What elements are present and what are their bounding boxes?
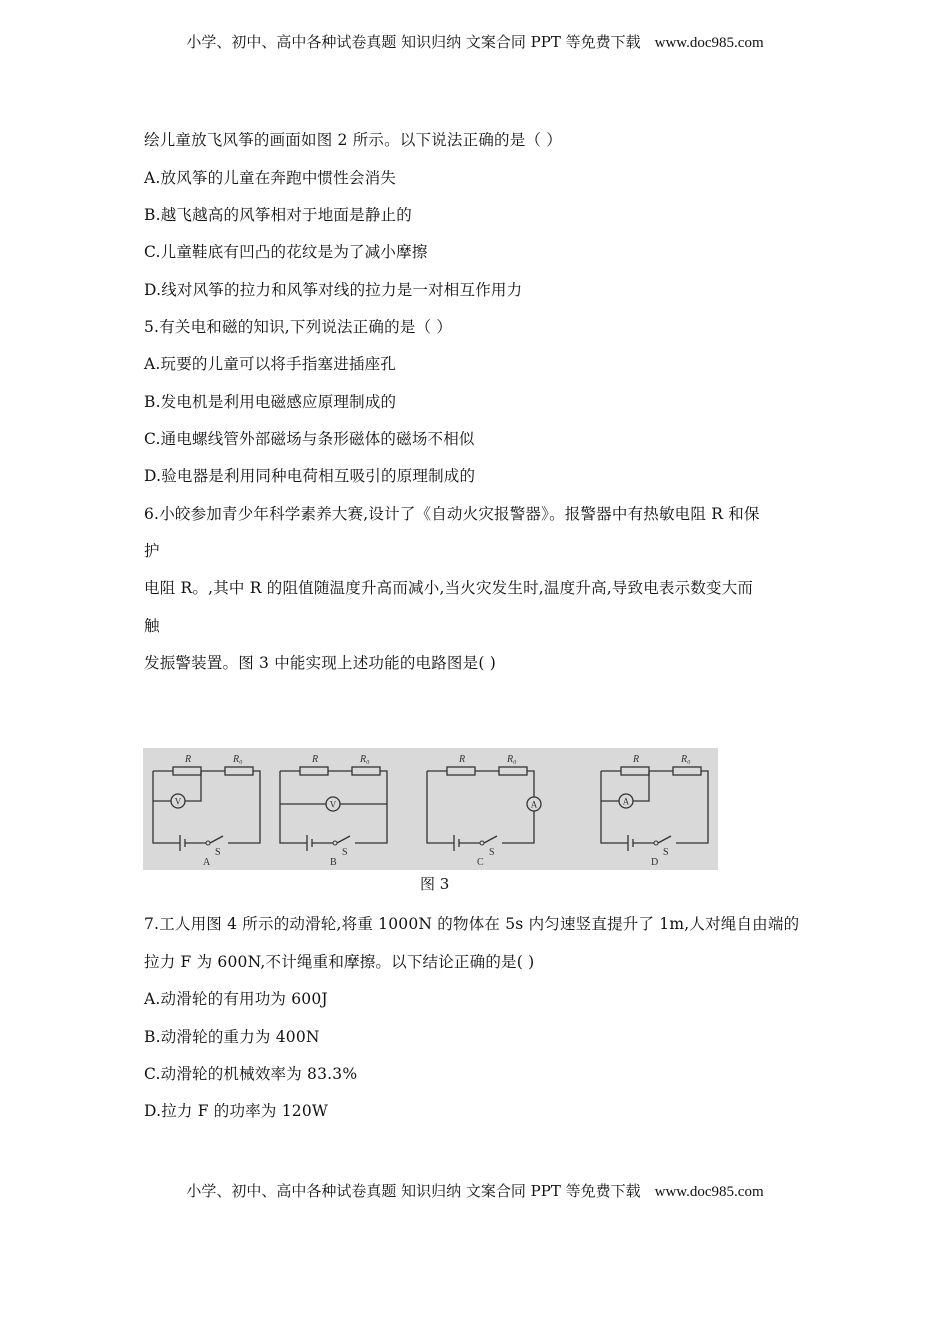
header-text: 小学、初中、高中各种试卷真题 知识归纳 文案合同 PPT 等免费下载 [186,33,641,51]
page-header [0,31,950,52]
circuit-label: A [203,857,211,868]
question-line: D.线对风筝的拉力和风筝对线的拉力是一对相互作用力 [144,281,523,299]
meter-label: A [622,796,630,807]
label-r0: R₀ [233,754,243,765]
label-s: S [342,847,348,858]
resistor-r [300,767,328,775]
resistor-r0 [673,767,701,775]
question-line: 5.有关电和磁的知识,下列说法正确的是（ ） [144,318,453,336]
switch-icon [333,841,337,845]
wire [676,771,708,843]
label-s: S [489,847,495,858]
question-line: 拉力 F 为 600N,不计绳重和摩擦。以下结论正确的是( ) [144,953,535,971]
switch-icon [337,836,350,843]
label-r: R [459,754,466,765]
figure-caption: 图 3 [420,875,450,893]
question-line: 7.工人用图 4 所示的动滑轮,将重 1000N 的物体在 5s 内匀速竖直提升了 1m,人对绳自由端的 [144,915,800,933]
figure-3-circuits [143,748,718,870]
question-line: B.动滑轮的重力为 400N [144,1028,320,1046]
resistor-r0 [352,767,380,775]
meter-label: V [329,799,337,810]
question-line: D.验电器是利用同种电荷相互吸引的原理制成的 [144,467,476,485]
question-line: B.发电机是利用电磁感应原理制成的 [144,393,397,411]
question-line: A.玩要的儿童可以将手指塞进插座孔 [144,355,397,373]
resistor-r0 [225,767,253,775]
question-line: 6.小皎参加青少年科学素养大赛,设计了《自动火灾报警器》。报警器中有热敏电阻 R 和保 [144,505,760,523]
question-line: 护 [144,542,160,560]
switch-icon [480,841,484,845]
circuit-label: B [330,857,337,868]
question-line: A.动滑轮的有用功为 600J [144,990,328,1008]
question-line: 触 [144,617,160,635]
meter-label: V [174,796,182,807]
switch-icon [654,841,658,845]
label-r: R [312,754,319,765]
label-r0: R₀ [681,754,691,765]
resistor-r [621,767,649,775]
switch-icon [210,836,223,843]
question-line: 绘儿童放飞风筝的画面如图 2 所示。以下说法正确的是（ ） [144,131,562,149]
wire [228,771,260,843]
label-r: R [633,754,640,765]
switch-icon [484,836,497,843]
wire [280,771,307,843]
wire [427,771,454,843]
label-s: S [215,847,221,858]
resistor-r0 [499,767,527,775]
label-r0: R₀ [360,754,370,765]
circuit-label: D [651,857,659,868]
label-s: S [663,847,669,858]
switch-icon [658,836,671,843]
page-footer [0,1180,950,1201]
label-r: R [185,754,192,765]
meter-label: A [530,799,538,810]
footer-url[interactable]: www.doc985.com [654,1184,764,1200]
question-line: 电阻 R。,其中 R 的阻值随温度升高而减小,当火灾发生时,温度升高,导致电表示数变大而 [144,579,754,597]
circuit-label: C [477,857,484,868]
question-line: C.动滑轮的机械效率为 83.3% [144,1065,358,1083]
question-line: D.拉力 F 的功率为 120W [144,1102,329,1120]
question-line: 发振警装置。图 3 中能实现上述功能的电路图是( ) [144,654,496,672]
resistor-r [447,767,475,775]
resistor-r [173,767,201,775]
footer-text: 小学、初中、高中各种试卷真题 知识归纳 文案合同 PPT 等免费下载 [186,1182,641,1200]
question-line: C.通电螺线管外部磁场与条形磁体的磁场不相似 [144,430,475,448]
header-url[interactable]: www.doc985.com [654,35,764,51]
question-line: C.儿童鞋底有凹凸的花纹是为了减小摩擦 [144,243,428,261]
question-line: B.越飞越高的风筝相对于地面是静止的 [144,206,412,224]
wire [355,771,387,843]
question-line: A.放风筝的儿童在奔跑中惯性会消失 [144,169,397,187]
label-r0: R₀ [507,754,517,765]
switch-icon [206,841,210,845]
